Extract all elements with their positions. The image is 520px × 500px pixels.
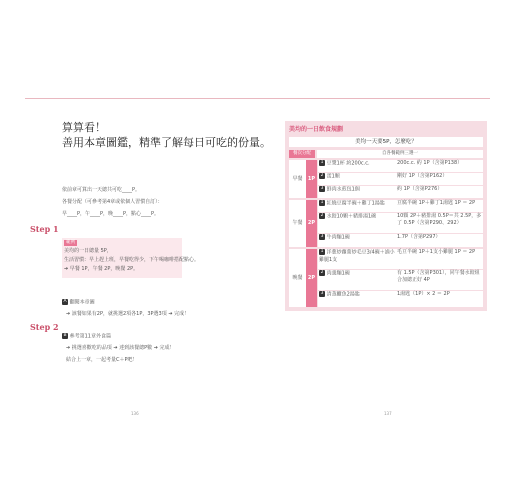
badge-a: A: [63, 299, 67, 304]
col-header-meal: 餐次分配: [289, 150, 315, 158]
step2-b-line-2: 結合上一章，一起考量C＋P吧！: [66, 357, 138, 363]
meal-name-dinner: 晚餐: [289, 249, 306, 307]
breakfast-item-3: 3 鮮肉水煎包1個: [318, 186, 397, 198]
example-tag: 範例: [66, 240, 75, 245]
dinner-item-3: 3 清蒸鱸魚2湯匙: [318, 291, 397, 307]
meal-name-lunch: 午餐: [289, 200, 306, 247]
page-number-right: 137: [384, 411, 392, 416]
breakfast-calc-1: 200c.c. 約 1P（含第P138）: [397, 160, 483, 172]
example-line-1: 美均的一日總量 5P，: [64, 248, 112, 254]
breakfast-calc-3: 約 1P（含第P276）: [397, 186, 483, 198]
lunch-item-2: 2 水餃10顆＋豬排湯1碗: [318, 213, 397, 233]
page-number-left: 136: [131, 411, 139, 416]
top-divider: [25, 98, 490, 99]
lunch-calc-3: 1.7P（含第P297）: [397, 234, 483, 247]
dinner-item-1: 1 洋蔥炒蘿蔔炒毛豆3/4碗＋滷小雞腿1支: [318, 249, 397, 269]
step2-a-title: A 翻閱本章圖: [63, 299, 95, 306]
panel-title: 美均的一日飲食規劃: [289, 126, 344, 133]
step1-allocation: 各餐分配（可參考第4章或依個人習慣自訂）：: [62, 199, 163, 205]
lunch-calc-1: 豆腐半碗 1P＋雞丁1湯匙 1P ＝ 2P: [397, 200, 483, 212]
heading-1: 算算看！: [62, 121, 106, 134]
breakfast-item-2: 2 蛋1顆: [318, 173, 397, 185]
lunch-item-1: 1 紅燒豆腐半碗＋雞丁1湯匙: [318, 200, 397, 212]
dinner-calc-1: 毛豆半碗 1P＋1支小雞腿 1P ＝ 2P: [397, 249, 483, 269]
breakfast-item-1: 1 豆漿1杯 約200c.c.: [318, 160, 397, 172]
example-line-3: ➔ 早餐 1P，午餐 2P，晚餐 2P。: [64, 266, 139, 272]
step1-meals: 早____P，午____P，晚____P，點心____P。: [62, 211, 160, 217]
breakfast-calc-2: 剛好 1P（含第P162）: [397, 173, 483, 185]
panel-question: 美均一天要5P，怎麼吃？: [289, 137, 483, 147]
col-header-options: 自各餐範例三選一: [317, 150, 483, 158]
step2-b-line-1: ➔ 挑選喜歡吃的品項 ➔ 達到該餐總P數 ➔ 完成！: [66, 345, 175, 351]
step2-b-title: B 參考第11章外食篇: [63, 333, 111, 340]
lunch-item-3: 3 牛肉麵1碗: [318, 234, 397, 247]
dinner-calc-3: 1湯匙（1P）× 2 ＝ 2P: [397, 291, 483, 307]
meal-name-breakfast: 早餐: [289, 160, 306, 198]
step1-question: 依前章可算出一天總共可吃____P。: [62, 187, 141, 193]
dinner-item-2: 2 肉羹麵1碗: [318, 270, 397, 290]
dinner-calc-2: 有 1.5P（含第P301），同午餐水餃組合加總正好 4P: [397, 270, 483, 290]
heading-2: 善用本章圖鑑，精準了解每日可吃的份量。: [62, 136, 271, 149]
meal-p-lunch: 2P: [306, 200, 317, 247]
example-line-2: 生活習慣：早上趕上班，早餐吃得少，下午喝咖啡搭配點心。: [64, 257, 200, 263]
step-1-label: Step 1: [30, 224, 59, 234]
step2-a-line: ➔ 該餐如果有2P，就挑選2項各1P，3P選3項 ➔ 完成！: [66, 311, 190, 317]
lunch-calc-2: 10顆 2P＋豬排湯 0.5P＝共 2.5P，多了 0.5P（含第P290、292）: [397, 213, 483, 233]
meal-p-dinner: 2P: [306, 249, 317, 307]
badge-b: B: [63, 333, 67, 338]
step-2-label: Step 2: [30, 322, 59, 332]
meal-p-breakfast: 1P: [306, 160, 317, 198]
